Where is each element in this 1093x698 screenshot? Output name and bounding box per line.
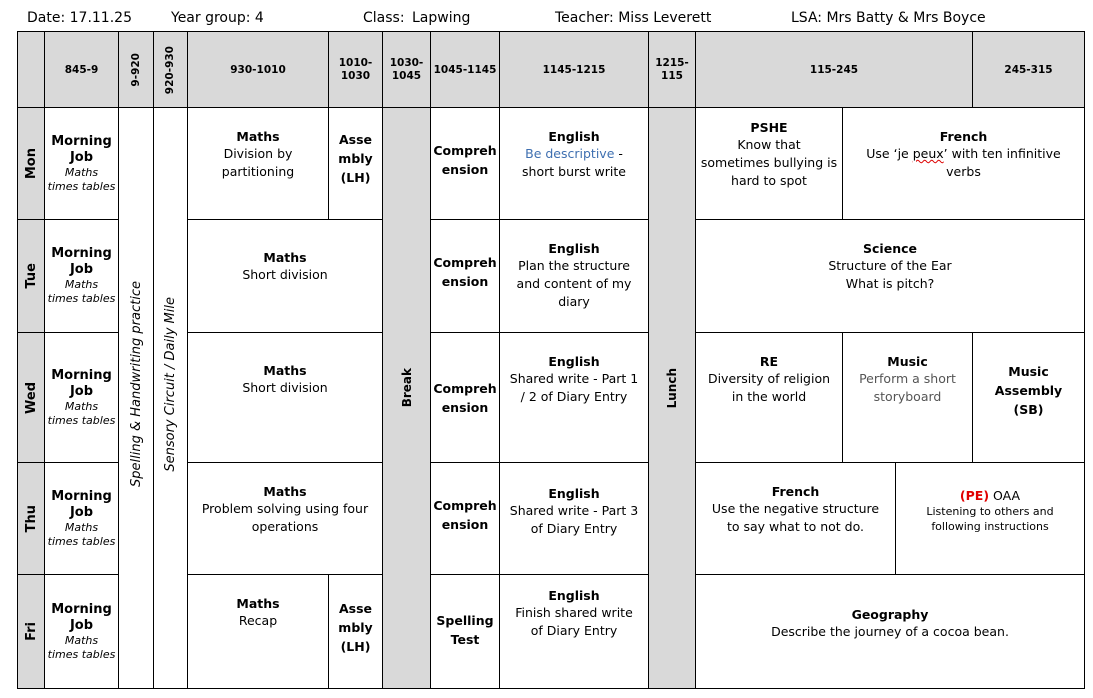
lesson-text: Use the negative structure [711,501,880,516]
lesson-text: partitioning [221,164,295,179]
fri-english [499,574,649,689]
lesson-text: to say what to not do. [726,519,865,534]
assembly-text: (LH) [340,639,371,654]
morning-job-title: Morning [51,133,112,149]
lesson-text: short burst write [522,164,626,179]
day-label: Mon [23,147,39,180]
lesson-title: English [548,241,600,256]
fri-geography [695,574,1085,689]
time-label: 1215- [655,57,689,69]
lesson-text: in the world [731,389,807,404]
lesson-title: English [548,486,600,501]
time-1030-1045 [382,31,431,109]
time-label: 115 [661,70,683,82]
spelling-handwriting-column [118,107,154,689]
time-1145-1215 [499,31,649,109]
lesson-title: Maths [236,129,280,144]
lesson-title: English [548,354,600,369]
day-mon [17,107,45,220]
corner-cell [17,31,45,109]
morning-job-sub: times tables [47,534,116,548]
wed-comprehension [430,332,500,463]
thu-comprehension [430,462,500,575]
wed-re [695,332,843,463]
lesson-title: Music [887,354,928,369]
time-930-1010 [187,31,329,109]
time-label: 1030- [389,57,424,69]
assembly-text: Asse [338,601,373,616]
mon-assembly [328,107,383,220]
lesson-title: Assembly [994,383,1063,398]
lesson-title: Music [1008,364,1049,379]
header-year-group: Year group: 4 [171,10,264,26]
lesson-title: Maths [236,596,280,611]
assembly-text: mbly [338,620,373,635]
spellcheck-word: peux [912,146,944,161]
wed-maths [187,332,383,463]
lesson-text: Diversity of religion [707,371,831,386]
comprehension-text: ension [441,161,489,177]
day-fri [17,574,45,689]
lesson-text: Shared write - Part 1 [509,371,639,386]
lesson-text: Know that [737,137,801,152]
thu-french [695,462,896,575]
spelling-test-text: Spelling [436,612,494,628]
time-label: 1045 [391,70,422,82]
time-245-315 [972,31,1085,109]
lesson-text: hard to spot [731,173,807,188]
lesson-text: diary [558,294,590,309]
morning-job-sub: times tables [47,179,116,193]
lesson-title: Maths [263,250,307,265]
lesson-text: Perform a short [859,371,956,386]
lesson-text: What is pitch? [845,276,935,291]
morning-job-wed [44,332,119,463]
lesson-text: of Diary Entry [530,623,618,638]
morning-job-sub: times tables [47,413,116,427]
morning-job-sub: Maths [64,399,99,413]
wed-music-assembly [972,332,1085,463]
tue-science [695,219,1085,333]
lesson-title: English [548,588,600,603]
time-label: 1045-1145 [433,63,497,76]
lesson-title: Geography [851,607,929,622]
lesson-title: (SB) [1013,402,1044,417]
morning-job-title: Job [69,262,94,277]
fri-assembly [328,574,383,689]
time-label: 115-245 [809,63,859,76]
lesson-text: operations [251,519,319,534]
lesson-text: following instructions [931,520,1049,533]
time-115-245 [695,31,973,109]
header-date: Date: 17.11.25 [27,10,132,26]
tue-english [499,219,649,333]
thu-maths [187,462,383,575]
lesson-text: Shared write - Part 3 [509,503,639,518]
lesson-title: RE [759,354,779,369]
lesson-text: sometimes bullying is [700,155,838,170]
spelling-test-text: Test [450,631,480,647]
lesson-text: Describe the journey of a cocoa bean. [771,624,1009,639]
morning-job-title: Morning [51,601,112,617]
lesson-text: Listening to others and [926,505,1054,518]
day-tue [17,219,45,333]
thu-english [499,462,649,575]
time-label: 1010- [338,57,373,69]
lesson-text: Plan the structure [518,258,630,273]
assembly-text: (LH) [340,170,371,185]
comprehension-text: Compreh [433,255,497,270]
time-label: 9-920 [129,53,142,87]
mon-english [499,107,649,220]
time-1045-1145 [430,31,500,109]
comprehension-text: Compreh [433,142,497,158]
lesson-text: Short division [242,267,328,282]
morning-job-sub: times tables [47,292,116,305]
morning-job-title: Job [69,617,94,633]
header-class-value: Lapwing [412,10,471,26]
lesson-text [862,145,1064,163]
morning-job-title: Job [69,504,94,520]
time-1010-1030 [328,31,383,109]
header-lsa: LSA: Mrs Batty & Mrs Boyce [791,10,986,26]
lesson-text: / 2 of Diary Entry [520,389,628,404]
morning-job-sub: Maths [64,633,99,647]
lunch-column [648,107,696,689]
lesson-text [521,145,627,163]
sensory-circuit-label: Sensory Circuit / Daily Mile [163,296,178,472]
comprehension-text: ension [441,399,489,415]
morning-job-sub: Maths [64,165,99,179]
time-label: 845-9 [64,63,99,76]
day-label: Thu [23,504,39,533]
break-label: Break [399,368,414,408]
mon-comprehension [430,107,500,220]
spelling-handwriting-label: Spelling & Handwriting practice [128,281,144,487]
time-label: 245-315 [1004,63,1053,76]
lesson-text: verbs [946,164,981,179]
morning-job-title: Morning [51,488,112,504]
morning-job-sub: Maths [64,520,99,534]
lesson-title: Science [863,241,917,256]
header-class-label: Class: [363,10,405,26]
time-845-9 [44,31,119,109]
lesson-text: Use ‘je [866,146,913,161]
wed-english [499,332,649,463]
lesson-text: Recap [238,613,278,628]
lesson-text: Division by [223,146,293,161]
comprehension-text: Compreh [433,497,497,513]
morning-job-tue [44,219,119,333]
day-label: Wed [23,381,39,414]
lesson-text: Structure of the Ear [828,258,952,273]
lunch-label: Lunch [665,367,679,409]
lesson-text: - [614,146,623,161]
lesson-title: English [548,129,600,144]
pe-tag: (PE) [959,488,990,503]
highlight-text: Be descriptive [525,146,615,161]
fri-maths [187,574,329,689]
lesson-title: Maths [263,363,307,378]
mon-french [842,107,1085,220]
time-label: 930-1010 [230,63,286,76]
wed-music [842,332,973,463]
day-wed [17,332,45,463]
tue-maths [187,219,383,333]
lesson-text: and content of my [516,276,632,291]
lesson-text: ’ with ten infinitive [943,146,1061,161]
time-920-930 [153,31,188,109]
day-label: Tue [23,263,39,289]
morning-job-title: Job [69,383,94,399]
morning-job-fri [44,574,119,689]
mon-pshe [695,107,843,220]
day-label: Fri [23,622,39,641]
time-label: 1030 [340,70,371,82]
fri-spelling-test [430,574,500,689]
lesson-title [960,487,1020,504]
lesson-text: Problem solving using four [201,501,369,516]
header-teacher: Teacher: Miss Leverett [555,10,712,26]
thu-pe [895,462,1085,575]
morning-job-sub: Maths [64,278,99,291]
lesson-title: French [771,484,820,499]
break-column [382,107,431,689]
comprehension-text: Compreh [433,380,497,396]
lesson-text: Finish shared write [515,605,633,620]
mon-maths [187,107,329,220]
morning-job-thu [44,462,119,575]
time-label: 1145-1215 [542,63,606,76]
assembly-text: Asse [338,132,373,147]
lesson-title: Maths [263,484,307,499]
sensory-circuit-column [153,107,188,689]
lesson-title: OAA [989,488,1021,503]
comprehension-text: ension [441,274,489,289]
morning-job-title: Job [69,149,94,165]
lesson-text: of Diary Entry [530,521,618,536]
morning-job-title: Morning [51,246,112,261]
time-label: 920-930 [164,45,176,95]
comprehension-text: ension [441,516,489,532]
morning-job-sub: times tables [47,647,116,661]
lesson-text: storyboard [873,389,942,404]
time-1215-115 [648,31,696,109]
time-9-920 [118,31,154,109]
morning-job-mon [44,107,119,220]
lesson-title: French [939,129,988,144]
day-thu [17,462,45,575]
morning-job-title: Morning [51,367,112,383]
lesson-title: PSHE [750,120,788,135]
assembly-text: mbly [338,151,373,166]
tue-comprehension [430,219,500,333]
lesson-text: Short division [242,380,328,395]
